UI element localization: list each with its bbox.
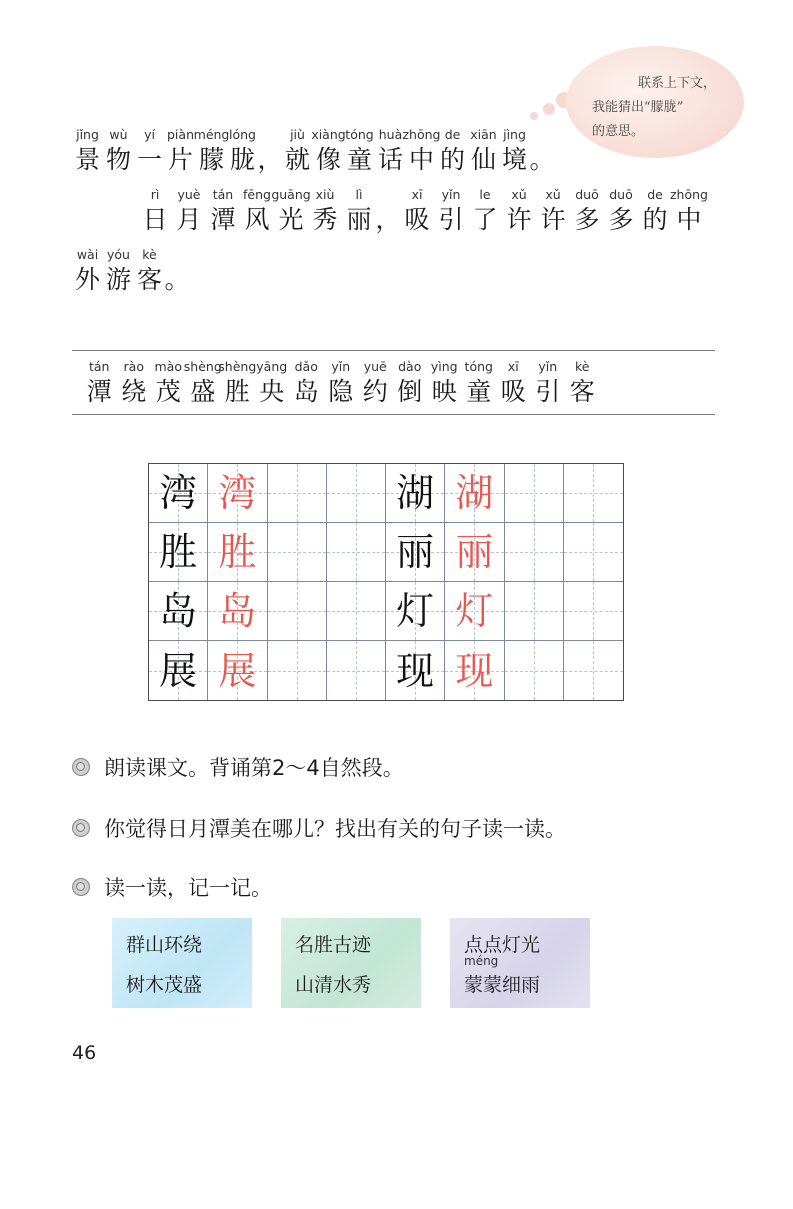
grid-cell [327, 523, 386, 582]
character-with-pinyin [72, 126, 103, 176]
exercise-bullet-icon [72, 819, 90, 837]
character-with-pinyin [437, 126, 468, 176]
pinyin: xiàng [311, 127, 346, 142]
character-with-pinyin [206, 186, 240, 236]
pinyin: zhōng [402, 127, 441, 142]
vocab-pinyin: shèng [183, 359, 222, 374]
vocab-pinyin: tán [89, 359, 110, 374]
grid-cell [445, 523, 504, 582]
vocab-item [565, 358, 600, 408]
character-with-pinyin [402, 126, 441, 176]
model-character: 现 [396, 648, 435, 693]
vocab-hanzi: 岛 [293, 377, 319, 406]
pinyin: wài [76, 247, 99, 262]
grid-cell [564, 523, 623, 582]
vocab-item [220, 358, 255, 408]
pinyin: duō [609, 187, 633, 202]
vocab-item [462, 358, 497, 408]
trace-character: 丽 [455, 530, 494, 574]
pinyin: xī [411, 187, 423, 202]
grid-cell [564, 464, 623, 523]
hanzi: 像 [315, 145, 341, 174]
grid-cell [208, 464, 267, 523]
grid-cell [386, 464, 445, 523]
vocab-hanzi: 映 [431, 377, 457, 406]
model-character: 丽 [396, 530, 435, 574]
phrase-green-2: 山清水秀 [295, 974, 372, 996]
grid-cell [505, 523, 564, 582]
model-character: 胜 [159, 530, 198, 574]
hanzi: 胧 [229, 145, 255, 174]
vocab-bottom-rule [72, 414, 715, 415]
pinyin: jǐng [76, 127, 99, 142]
trace-character: 现 [455, 648, 494, 693]
character-with-pinyin [434, 186, 468, 236]
pinyin: zhōng [670, 187, 708, 202]
hanzi: 一 [136, 145, 162, 174]
vocab-item [531, 358, 566, 408]
text-line-3 [72, 246, 189, 296]
hanzi: 月 [176, 205, 202, 234]
vocab-pinyin: yāng [256, 359, 288, 374]
pinyin: jiù [290, 127, 305, 142]
vocab-item [255, 358, 290, 408]
pinyin: guāng [271, 187, 311, 202]
hanzi: 许 [506, 205, 532, 234]
punctuation [530, 126, 554, 176]
pinyin: tán [212, 187, 234, 202]
vocab-hanzi: 约 [362, 377, 388, 406]
hanzi: 景 [74, 145, 100, 174]
hanzi: 仙 [470, 145, 496, 174]
grid-cell [564, 582, 623, 641]
hanzi: 境 [501, 145, 527, 174]
vocab-item [496, 358, 531, 408]
punctuation [376, 186, 400, 236]
pinyin: tóng [345, 127, 374, 142]
phrase-box-blue [112, 918, 252, 1008]
grid-cell [268, 523, 327, 582]
vocab-item [289, 358, 324, 408]
character-with-pinyin [138, 186, 172, 236]
hanzi: 秀 [312, 205, 338, 234]
grid-cell [327, 641, 386, 700]
grid-cell [386, 523, 445, 582]
thought-bubble-text [592, 72, 732, 144]
character-with-pinyin [165, 126, 196, 176]
character-with-pinyin [240, 186, 274, 236]
hanzi: 的 [642, 205, 668, 234]
vocab-pinyin: mào [154, 359, 182, 374]
phrase-purple-2: 蒙蒙细雨 [464, 974, 541, 996]
pinyin: le [479, 187, 491, 202]
hanzi: 日 [142, 205, 168, 234]
grid-cell [268, 641, 327, 700]
hanzi: 童 [346, 145, 372, 174]
pinyin: yóu [107, 247, 130, 262]
grid-cell [149, 641, 208, 700]
vocab-pinyin: shèng [218, 359, 257, 374]
hanzi: 许 [540, 205, 566, 234]
hanzi: 了 [472, 205, 498, 234]
character-with-pinyin [468, 186, 502, 236]
hanzi: 就 [284, 145, 310, 174]
grid-cell [149, 582, 208, 641]
vocab-pinyin: yǐn [538, 359, 558, 374]
hanzi: 朦 [198, 145, 224, 174]
hanzi: 风 [244, 205, 270, 234]
vocab-pinyin: rào [123, 359, 144, 374]
model-character: 展 [159, 648, 198, 693]
grid-cell [208, 582, 267, 641]
trace-character: 胜 [218, 530, 257, 574]
trace-character: 展 [218, 648, 257, 693]
vocab-pinyin: xī [507, 359, 519, 374]
pinyin: lóng [229, 127, 256, 142]
punctuation [165, 246, 189, 296]
vocab-item [183, 358, 222, 408]
character-with-pinyin [134, 126, 165, 176]
hanzi: 多 [608, 205, 634, 234]
exercise-1 [72, 752, 404, 782]
pinyin: de [444, 127, 461, 142]
trace-character: 湾 [218, 471, 257, 515]
character-with-pinyin [570, 186, 604, 236]
hanzi: 多 [574, 205, 600, 234]
hanzi: 客 [136, 265, 162, 294]
text-line-2 [138, 186, 706, 236]
character-with-pinyin [172, 186, 206, 236]
pinyin: piàn [167, 127, 194, 142]
phrase-blue-1: 群山环绕 [126, 934, 203, 956]
exercise-3 [72, 872, 272, 902]
character-with-pinyin [103, 126, 134, 176]
bubble-line-2: 我能猜出“朦胧” [592, 100, 684, 115]
grid-cell [445, 582, 504, 641]
pinyin: de [647, 187, 663, 202]
pinyin: lì [355, 187, 363, 202]
hanzi: 吸 [404, 205, 430, 234]
vocab-pinyin: tóng [464, 359, 493, 374]
vocab-hanzi: 隐 [328, 377, 354, 406]
vocab-item [117, 358, 152, 408]
vocab-item [151, 358, 186, 408]
grid-cell [564, 641, 623, 700]
grid-cell [505, 464, 564, 523]
character-writing-grid [148, 463, 624, 701]
vocab-top-rule [72, 350, 715, 351]
hanzi: 的 [439, 145, 465, 174]
exercise-2 [72, 813, 566, 843]
bubble-line-1: 联系上下文， [637, 76, 716, 91]
pinyin: kè [142, 247, 157, 262]
hanzi: 片 [167, 145, 193, 174]
trace-character: 湖 [455, 471, 494, 515]
hanzi: 话 [377, 145, 403, 174]
character-with-pinyin [502, 186, 536, 236]
character-with-pinyin [672, 186, 706, 236]
pinyin: wù [109, 127, 128, 142]
grid-cell [445, 464, 504, 523]
vocab-list [82, 358, 600, 408]
pinyin: duō [575, 187, 599, 202]
character-with-pinyin [193, 126, 230, 176]
hanzi: 光 [278, 205, 304, 234]
character-with-pinyin [342, 186, 376, 236]
vocab-pinyin: yìng [430, 359, 458, 374]
vocab-pinyin: kè [575, 359, 590, 374]
hanzi: 游 [105, 265, 131, 294]
exercise-2-text: 你觉得日月潭美在哪儿？找出有关的句子读一读。 [104, 817, 566, 841]
character-with-pinyin [308, 186, 342, 236]
punctuation-mark: ， [375, 205, 401, 234]
character-with-pinyin [313, 126, 344, 176]
vocab-hanzi: 央 [259, 377, 285, 406]
phrase-box-purple [450, 918, 590, 1008]
punctuation-mark: 。 [164, 265, 190, 294]
grid-cell [327, 582, 386, 641]
phrase-box-green [281, 918, 421, 1008]
vocab-hanzi: 引 [535, 377, 561, 406]
character-with-pinyin [134, 246, 165, 296]
trace-character: 岛 [218, 589, 257, 633]
pinyin: xǔ [511, 187, 527, 202]
pinyin: xǔ [545, 187, 561, 202]
phrase-green-1: 名胜古迹 [295, 934, 372, 956]
text-line-1 [72, 126, 554, 176]
vocab-item [427, 358, 462, 408]
pinyin: huà [378, 127, 403, 142]
grid-cell [149, 464, 208, 523]
vocab-pinyin: yǐn [331, 359, 351, 374]
grid-cell [386, 582, 445, 641]
vocab-item [358, 358, 393, 408]
pinyin: yuè [177, 187, 201, 202]
vocab-item [324, 358, 359, 408]
grid-cell [505, 641, 564, 700]
grid-cell [208, 523, 267, 582]
exercise-3-text: 读一读，记一记。 [104, 876, 272, 900]
exercise-bullet-icon [72, 878, 90, 896]
model-character: 灯 [396, 589, 435, 633]
character-with-pinyin [282, 126, 313, 176]
character-with-pinyin [344, 126, 375, 176]
vocab-hanzi: 童 [466, 377, 492, 406]
pinyin: yí [144, 127, 155, 142]
model-character: 岛 [159, 589, 198, 633]
exercise-bullet-icon [72, 758, 90, 776]
phrase-purple-pinyin: méng [464, 954, 499, 968]
character-with-pinyin [103, 246, 134, 296]
grid-cell [445, 641, 504, 700]
vocab-hanzi: 潭 [86, 377, 112, 406]
hanzi: 中 [676, 205, 702, 234]
character-with-pinyin [72, 246, 103, 296]
vocab-item [82, 358, 117, 408]
vocab-hanzi: 盛 [190, 377, 216, 406]
bubble-dot-small [530, 112, 538, 120]
pinyin: yǐn [441, 187, 461, 202]
hanzi: 引 [438, 205, 464, 234]
character-with-pinyin [400, 186, 434, 236]
phrase-blue-2: 树木茂盛 [126, 974, 203, 996]
phrase-purple-1: 点点灯光 [464, 934, 541, 956]
character-with-pinyin [375, 126, 406, 176]
grid-cell [327, 464, 386, 523]
grid-cell [149, 523, 208, 582]
character-with-pinyin [604, 186, 638, 236]
hanzi: 物 [105, 145, 131, 174]
bubble-line-3: 的意思。 [592, 124, 645, 139]
pinyin: jìng [503, 127, 526, 142]
grid-cell [268, 582, 327, 641]
vocab-pinyin: yuē [363, 359, 387, 374]
vocab-hanzi: 倒 [397, 377, 423, 406]
grid-cell [208, 641, 267, 700]
punctuation [258, 126, 282, 176]
hanzi: 丽 [346, 205, 372, 234]
punctuation-mark: ， [257, 145, 283, 174]
pinyin: fēng [243, 187, 271, 202]
vocab-item [393, 358, 428, 408]
character-with-pinyin [638, 186, 672, 236]
hanzi: 中 [408, 145, 434, 174]
bubble-dot-medium [543, 103, 555, 115]
pinyin: xiān [470, 127, 497, 142]
vocab-hanzi: 吸 [500, 377, 526, 406]
vocab-hanzi: 绕 [121, 377, 147, 406]
character-with-pinyin [227, 126, 258, 176]
vocab-hanzi: 茂 [155, 377, 181, 406]
punctuation-mark: 。 [529, 145, 555, 174]
model-character: 湖 [396, 471, 435, 515]
character-with-pinyin [468, 126, 499, 176]
pinyin: rì [150, 187, 160, 202]
trace-character: 灯 [455, 589, 494, 633]
pinyin: méng [193, 127, 230, 142]
grid-cell [268, 464, 327, 523]
vocab-pinyin: dào [398, 359, 422, 374]
character-with-pinyin [499, 126, 530, 176]
pinyin: xiù [315, 187, 335, 202]
exercise-1-text: 朗读课文。背诵第2～4自然段。 [104, 756, 404, 780]
grid-cell [505, 582, 564, 641]
page-number: 46 [72, 1042, 97, 1064]
grid-cell [386, 641, 445, 700]
character-with-pinyin [536, 186, 570, 236]
hanzi: 潭 [210, 205, 236, 234]
vocab-hanzi: 客 [569, 377, 595, 406]
model-character: 湾 [159, 471, 198, 515]
character-with-pinyin [271, 186, 311, 236]
hanzi: 外 [74, 265, 100, 294]
vocab-hanzi: 胜 [224, 377, 250, 406]
vocab-pinyin: dǎo [294, 359, 318, 374]
